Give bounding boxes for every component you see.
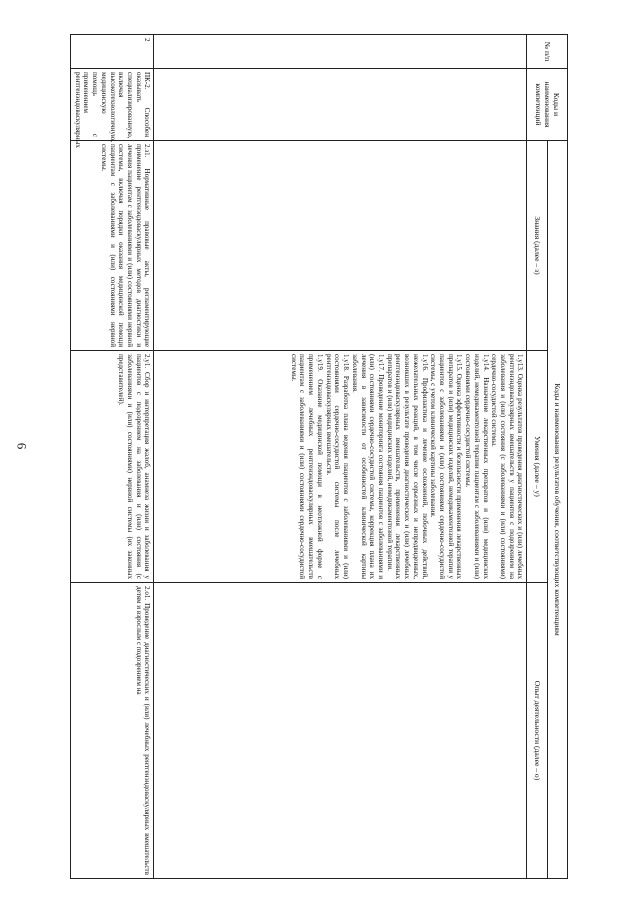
row1-skills <box>154 351 527 583</box>
header-experience: Опыт деятельности (далее – о) <box>527 583 547 879</box>
skill-item: 1.у13. Оценка результатов проведения диагностических и (или) лечебных рентгенэндоваскулярных вмешательств у пациентов с подозрением на заболевания и (или) состояния (с заболеваниями и (или) состояниями) сердечно-сосудистой системы. <box>490 354 525 579</box>
header-num: № п/п <box>527 35 568 69</box>
row1-num <box>154 35 527 69</box>
knowledge-item: 2.з1. Нормативные правовые акты, регламентирующие применение рентгенэндоваскулярных методов диагностики и лечения пациентам с заболеваниями и (или) состояниями нервной системы, включая порядки оказания медицинской помощи пациентам с заболеваниями и (или) состояниями нервной системы. <box>99 144 152 347</box>
table-row <box>154 35 527 879</box>
header-skills: Умения (далее – у) <box>527 351 547 583</box>
header-row-1 <box>547 35 567 879</box>
skill-item: 2.у1. Сбор и интерпретация жалоб, анамнеза жизни и заболевания у пациентов с подозрением на заболевания и (или) состояния (с заболеваниями и (или) состояниями) нервной системы (их законных представителей). <box>117 354 152 579</box>
row2-knowledge <box>71 141 154 351</box>
header-group-title: Коды и наименования результатов обучения, соответствующих компетенциям <box>547 141 567 879</box>
row2-skills <box>71 351 154 583</box>
header-codes: Коды и наименования компетенций <box>527 69 568 141</box>
experience-item: 2.о1. Проведение диагностических и (или) лечебных рентгенэндоваскулярных вмешательств детям и взрослым с подозрением на <box>134 586 152 875</box>
rotated-table-container <box>70 34 568 878</box>
skill-item: 1.у18. Разработка плана ведения пациентов с заболеваниями и (или) состояниями сердечно-сосудистой системы после лечебных рентгенэндоваскулярных вмешательств. <box>324 354 351 579</box>
page-number: 6 <box>14 442 30 450</box>
row1-codes <box>154 69 527 141</box>
competency-table <box>70 34 568 879</box>
row1-knowledge <box>154 141 527 351</box>
row2-codes <box>71 69 154 148</box>
skill-item: 1.у19. Оказание медицинской помощи в неотложной форме с применением лечебных рентгенэндоваскулярных вмешательств пациентам с заболеваниями и (или) состояниями сердечно-сосудистой системы. <box>289 354 324 579</box>
skill-item: 1.у16. Профилактика и лечение осложнений, побочных действий, нежелательных реакций, в том числе серьезных и непредвиденных, возникших в результате проведения диагностических и (или) лечебных рентгенэндоваскулярных вмешательств, применения лекарственных препаратов и (или) медицинских изделий, немедикаментозной терапии. <box>385 354 429 579</box>
competency-code-text: ПК-2. Способен оказывать специализированную, включая высокотехнологичную, медицинскую помощь с применением рентгенэндоваскулярных <box>73 72 152 148</box>
header-knowledge: Знания (далее – з) <box>527 141 547 351</box>
table-row <box>71 35 154 879</box>
skill-item: 1.у14. Назначение лекарственных препаратов и (или) медицинских изделий, немедикаментозной терапии пациентам с заболеваниями и (или) состояниями сердечно-сосудистой системы. <box>464 354 490 579</box>
skill-item: 1.у15. Оценка эффективности и безопасности применения лекарственных препаратов и (или) медицинских изделий, немедикаментозной терапии у пациентов с заболеваниями и (или) состояниями сердечно-сосудистой системы, с учетом клинической картины заболевания. <box>429 354 464 579</box>
skill-item: 1.у17. Проведение мониторинга состояния пациентов с заболеваниями и (или) состояниями сердечно-сосудистой системы, коррекция плана их лечения в зависимости от особенностей клинической картины заболевания. <box>350 354 385 579</box>
header-row-2 <box>527 35 547 879</box>
row1-experience <box>154 583 527 879</box>
row2-num: 2 <box>71 35 154 69</box>
row2-experience <box>71 583 154 879</box>
